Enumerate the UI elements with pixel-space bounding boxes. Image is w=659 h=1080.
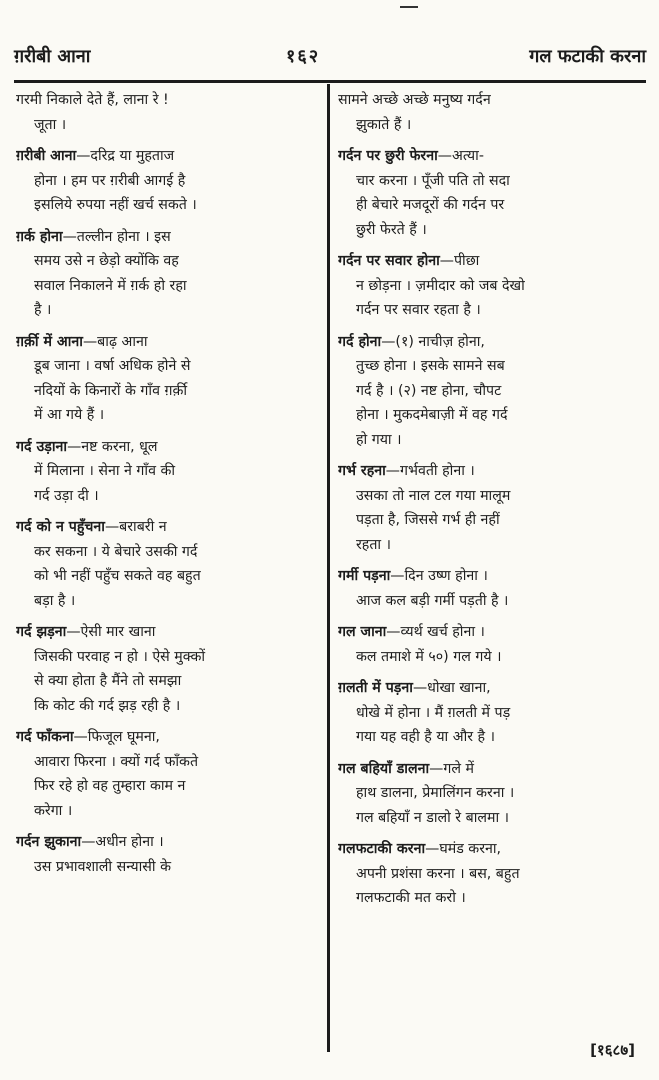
- entry-text: समय उसे न छेड़ो क्योंकि वह: [34, 253, 179, 269]
- entry-text: ही बेचारे मजदूरों की गर्दन पर: [356, 197, 505, 213]
- right-column: [338, 88, 638, 918]
- entry-text: —अत्या-: [437, 148, 484, 164]
- entry-headword: ग़र्क़ी में आना: [16, 333, 83, 350]
- dictionary-entry: [338, 757, 638, 831]
- entry-line: [338, 330, 638, 355]
- entry-text: है ।: [34, 302, 52, 318]
- entry-line: [16, 459, 316, 484]
- entry-text: तुच्छ होना । इसके सामने सब: [356, 358, 505, 374]
- entry-text: छुरी फेरते हैं ।: [356, 221, 427, 238]
- entry-line: [338, 354, 638, 379]
- entry-text: झुकाते हैं ।: [356, 116, 412, 133]
- entry-text: न छोड़ना । ज़मीदार को जब देखो: [356, 277, 525, 294]
- entry-text: गल बहियाँ न डालो रे बालमा ।: [356, 809, 510, 826]
- entry-headword: गर्द को न पहुँचना: [16, 519, 105, 535]
- entry-line: [16, 830, 316, 855]
- dictionary-entry: [338, 676, 638, 750]
- entry-text: —गर्भवती होना ।: [385, 463, 475, 479]
- entry-line: [16, 725, 316, 750]
- entry-headword: गर्द झड़ना: [16, 624, 67, 640]
- entry-text: जिसकी परवाह न हो । ऐसे मुक्कों: [34, 648, 206, 665]
- entry-headword: गर्मी पड़ना: [338, 568, 391, 584]
- entry-line: [16, 379, 316, 404]
- entry-headword: गर्द उड़ाना: [16, 438, 68, 455]
- entry-line: [338, 620, 638, 645]
- entry-text: गया यह वही है या और है ।: [356, 729, 495, 745]
- dictionary-entry: [16, 435, 316, 509]
- entry-line: [16, 620, 316, 645]
- dictionary-entry: [338, 837, 638, 911]
- entry-line: [16, 540, 316, 565]
- entry-text: —धोखा खाना,: [412, 680, 491, 696]
- entry-text: होना । मुकदमेबाज़ी में वह गर्द: [356, 407, 508, 423]
- entry-line: [338, 379, 638, 404]
- entry-headword: गल जाना: [338, 624, 387, 640]
- entry-line: [338, 403, 638, 428]
- entry-text: बड़ा है ।: [34, 592, 76, 609]
- entry-text: उस प्रभावशाली सन्यासी के: [34, 858, 171, 875]
- entry-text: में मिलाना । सेना ने गाँव की: [34, 463, 176, 479]
- entry-text: —नष्ट करना, धूल: [67, 438, 158, 455]
- entry-line: [16, 435, 316, 460]
- entry-text: —दरिद्र या मुहताज: [76, 148, 175, 164]
- entry-text: सामने अच्छे अच्छे मनुष्य गर्दन: [338, 92, 491, 108]
- entry-text: कि कोट की गर्द झड़ रही है ।: [34, 697, 181, 714]
- entry-line: [16, 589, 316, 614]
- entry-text: —दिन उष्ण होना ।: [390, 568, 488, 584]
- entry-line: [338, 484, 638, 509]
- entry-headword: ग़र्क होना: [16, 228, 63, 245]
- dictionary-entry: [16, 620, 316, 718]
- header-left-guide-word: ग़रीबी आना: [14, 46, 91, 67]
- entry-text: —ऐसी मार खाना: [66, 624, 156, 640]
- entry-line: [16, 694, 316, 719]
- entry-text: हाथ डालना, प्रेमालिंगन करना ।: [356, 785, 515, 801]
- entry-text: —पीछा: [439, 253, 480, 269]
- entry-text: गर्द उड़ा दी ।: [34, 487, 99, 504]
- entry-line: [16, 330, 316, 355]
- entry-headword: गर्द होना: [338, 333, 382, 350]
- entry-text: रहता ।: [356, 536, 391, 553]
- entry-headword: ग़रीबी आना: [16, 148, 77, 164]
- entry-line: [16, 484, 316, 509]
- entry-text: आज कल बड़ी गर्मी पड़ती है ।: [356, 592, 509, 609]
- entry-text: —बराबरी न: [104, 519, 167, 535]
- entry-text: चार करना । पूँजी पति तो सदा: [356, 172, 510, 189]
- entry-line: [338, 837, 638, 862]
- entry-line: [16, 403, 316, 428]
- entry-text: उसका तो नाल टल गया मालूम: [356, 487, 511, 504]
- column-divider: [327, 84, 330, 1052]
- footer-page-ref: [१६८७]: [590, 1041, 635, 1059]
- dictionary-entry: [16, 330, 316, 428]
- entry-line: [16, 169, 316, 194]
- entry-text: नदियों के किनारों के गाँव ग़र्क़ी: [34, 382, 188, 399]
- entry-text: पड़ता है, जिससे गर्भ ही नहीं: [356, 512, 500, 528]
- dictionary-entry: [16, 88, 316, 137]
- entry-line: [338, 459, 638, 484]
- entry-text: गर्दन पर सवार रहता है ।: [356, 302, 481, 318]
- entry-headword: ग़लती में पड़ना: [338, 680, 413, 696]
- entry-line: [338, 757, 638, 782]
- dictionary-entry: [338, 249, 638, 323]
- entry-line: [338, 508, 638, 533]
- entry-line: [16, 564, 316, 589]
- page-header: [14, 44, 646, 84]
- entry-line: [338, 589, 638, 614]
- entry-text: को भी नहीं पहुँच सकते वह बहुत: [34, 568, 201, 584]
- left-column: [16, 88, 316, 886]
- entry-line: [338, 249, 638, 274]
- dictionary-entry: [16, 830, 316, 879]
- dictionary-entry: [338, 564, 638, 613]
- entry-line: [338, 676, 638, 701]
- entry-headword: गर्द फाँकना: [16, 729, 74, 745]
- entry-text: गलफटाकी मत करो ।: [356, 890, 466, 906]
- entry-headword: गलफटाकी करना: [338, 841, 426, 857]
- dictionary-entry: [338, 144, 638, 242]
- entry-line: [16, 515, 316, 540]
- entry-text: कर सकना । ये बेचारे उसकी गर्द: [34, 543, 198, 560]
- dictionary-entry: [16, 515, 316, 613]
- entry-headword: गर्भ रहना: [338, 463, 386, 479]
- entry-text: से क्या होता है मैंने तो समझा: [34, 673, 182, 689]
- entry-line: [16, 88, 316, 113]
- entry-line: [338, 144, 638, 169]
- entry-text: —अधीन होना ।: [81, 834, 164, 850]
- dictionary-entry: [338, 330, 638, 453]
- entry-line: [338, 564, 638, 589]
- entry-text: गर्द है । (२) नष्ट होना, चौपट: [356, 382, 502, 399]
- entry-line: [16, 274, 316, 299]
- entry-text: हो गया ।: [356, 431, 402, 448]
- entry-line: [16, 669, 316, 694]
- top-mark: [400, 6, 418, 8]
- dictionary-entry: [338, 459, 638, 557]
- entry-line: [338, 701, 638, 726]
- entry-text: —व्यर्थ खर्च होना ।: [386, 624, 485, 640]
- header-rule: [14, 80, 646, 83]
- dictionary-entry: [16, 144, 316, 218]
- dictionary-entry: [16, 225, 316, 323]
- entry-text: में आ गये हैं ।: [34, 407, 105, 423]
- entry-text: —बाढ़ आना: [82, 333, 148, 350]
- entry-text: —(१) नाचीज़ होना,: [381, 333, 485, 350]
- entry-text: डूब जाना । वर्षा अधिक होने से: [34, 358, 191, 374]
- entry-text: आवारा फिरना । क्यों गर्द फाँकते: [34, 753, 199, 770]
- entry-text: —घमंड करना,: [425, 841, 502, 857]
- entry-line: [338, 169, 638, 194]
- entry-line: [16, 249, 316, 274]
- entry-line: [338, 274, 638, 299]
- entry-text: कल तमाशे में ५०) गल गये ।: [356, 648, 502, 665]
- entry-line: [338, 862, 638, 887]
- entry-line: [16, 113, 316, 138]
- entry-line: [16, 354, 316, 379]
- entry-text: सवाल निकालने में ग़र्क हो रहा: [34, 277, 187, 294]
- entry-text: धोखे में होना । मैं ग़लती में पड़: [356, 704, 511, 721]
- entry-line: [16, 774, 316, 799]
- page-number: १६२: [286, 46, 321, 67]
- entry-text: फिर रहे हो वह तुम्हारा काम न: [34, 778, 186, 794]
- entry-line: [338, 781, 638, 806]
- entry-text: जूता ।: [34, 116, 67, 133]
- entry-line: [16, 225, 316, 250]
- entry-line: [338, 218, 638, 243]
- entry-text: होना । हम पर ग़रीबी आगई है: [34, 172, 186, 189]
- entry-text: इसलिये रुपया नहीं खर्च सकते ।: [34, 197, 197, 213]
- entry-line: [16, 855, 316, 880]
- entry-line: [16, 193, 316, 218]
- entry-line: [338, 725, 638, 750]
- dictionary-entry: [338, 620, 638, 669]
- entry-line: [338, 645, 638, 670]
- entry-line: [16, 750, 316, 775]
- header-right-guide-word: गल फटाकी करना: [529, 46, 646, 67]
- entry-text: —गले में: [429, 760, 474, 777]
- entry-headword: गर्दन पर छुरी फेरना: [338, 148, 438, 164]
- entry-text: करेगा ।: [34, 802, 73, 819]
- dictionary-entry: [338, 88, 638, 137]
- entry-line: [16, 645, 316, 670]
- entry-line: [338, 428, 638, 453]
- entry-headword: गर्दन झुकाना: [16, 834, 82, 850]
- entry-text: गरमी निकाले देते हैं, लाना रे !: [16, 92, 169, 108]
- entry-text: —फिजूल घूमना,: [73, 729, 160, 745]
- entry-line: [338, 298, 638, 323]
- entry-text: अपनी प्रशंसा करना । बस, बहुत: [356, 865, 520, 882]
- dictionary-entry: [16, 725, 316, 823]
- entry-line: [338, 113, 638, 138]
- entry-headword: गर्दन पर सवार होना: [338, 253, 440, 269]
- entry-headword: गल बहियाँ डालना: [338, 760, 430, 777]
- entry-line: [16, 144, 316, 169]
- entry-line: [338, 193, 638, 218]
- entry-line: [338, 886, 638, 911]
- entry-line: [338, 533, 638, 558]
- entry-line: [16, 298, 316, 323]
- entry-line: [338, 806, 638, 831]
- entry-line: [16, 799, 316, 824]
- entry-line: [338, 88, 638, 113]
- entry-text: —तल्लीन होना । इस: [62, 228, 171, 245]
